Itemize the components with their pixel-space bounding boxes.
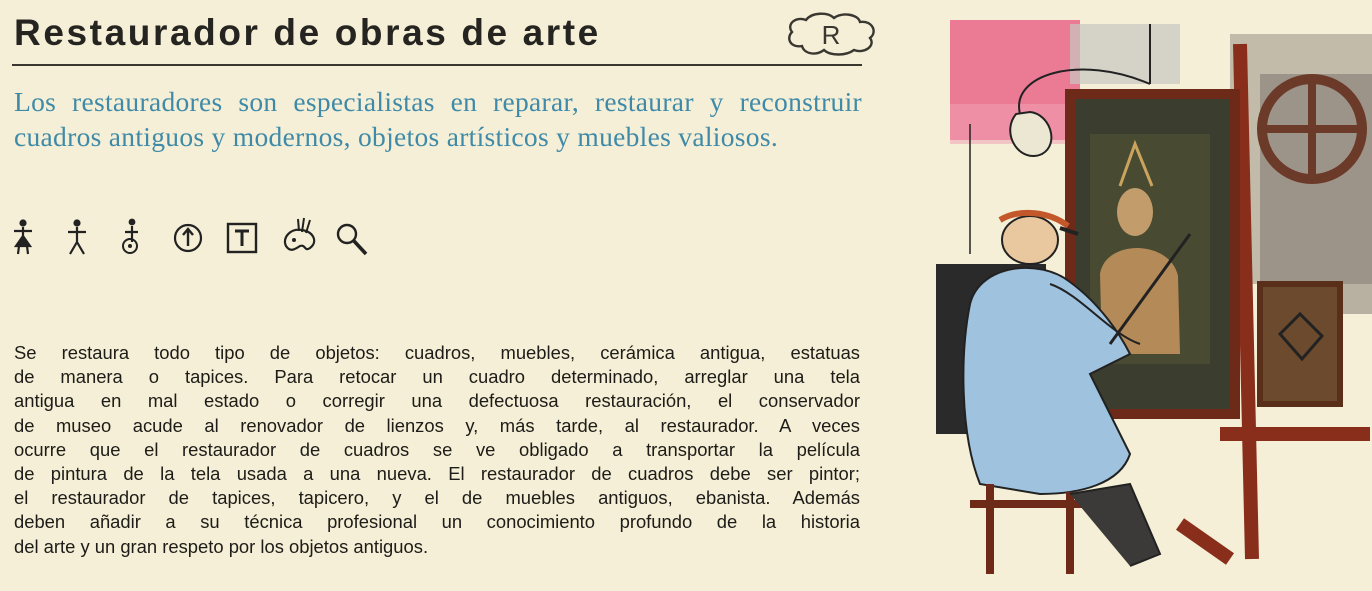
body-line: de museo acude al renovador de lienzos y, más tarde, al restaurador. A veces	[14, 414, 860, 436]
page-title: Restaurador de obras de arte	[14, 12, 601, 53]
category-badge-icon	[780, 10, 884, 58]
woman-figure-icon	[10, 216, 36, 258]
badge-letter: R	[821, 20, 841, 50]
title-divider	[12, 64, 862, 66]
body-line: Se restaura todo tipo de objetos: cuadros, muebles, cerámica antigua, estatuas	[14, 342, 860, 363]
body-line: deben añadir a su técnica profesional un conocimiento profundo de la historia	[14, 511, 860, 533]
up-arrow-circle-icon	[172, 216, 206, 258]
body-line: el restaurador de tapices, tapicero, y el de muebles antiguos, ebanista. Además	[14, 487, 860, 509]
palette-icon	[280, 216, 320, 258]
intro-paragraph: Los restauradores son especialistas en reparar, restaurar y reconstruir cuadros antiguos y modernos, objetos artísticos y muebles valiosos.	[14, 86, 862, 152]
restorer-illustration	[930, 14, 1372, 591]
body-line: de manera o tapices. Para retocar un cuadro determinado, arreglar una tela	[14, 366, 860, 388]
body-line: del arte y un gran respeto por los objetos antiguos.	[14, 535, 429, 557]
body-line: ocurre que el restaurador de cuadros se ve obligado a transportar la película	[14, 438, 860, 460]
body-line: antigua en mal estado o corregir una defectuosa restauración, el conservador	[14, 390, 860, 412]
disabled-figure-icon	[118, 216, 144, 258]
magnifier-icon	[334, 216, 370, 258]
letter-t-box-icon	[226, 216, 260, 258]
body-line: de pintura de la tela usada a una nueva. El restaurador de cuadros debe ser pintor;	[14, 463, 860, 485]
body-paragraph	[14, 341, 860, 559]
man-figure-icon	[64, 216, 90, 258]
